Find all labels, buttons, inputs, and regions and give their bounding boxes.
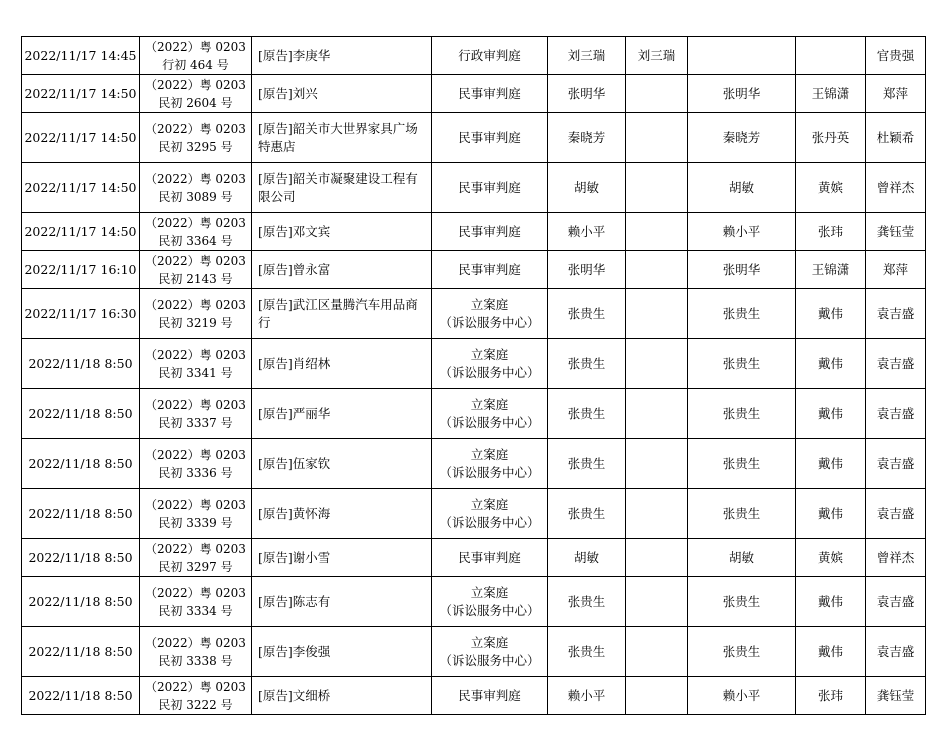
table-row: [22, 439, 926, 489]
court-division: [432, 539, 548, 577]
court-division-line-2: （诉讼服务中心）: [439, 652, 540, 668]
case-number: [140, 627, 252, 677]
table-row: [22, 37, 926, 75]
court-division-line-1: 民事审判庭: [458, 223, 521, 239]
presiding-judge: 赖小平: [548, 213, 626, 251]
panel-member-c: 张玮: [796, 213, 866, 251]
court-division-line-1: 民事审判庭: [458, 261, 521, 277]
table-row: [22, 627, 926, 677]
presiding-judge: 胡敏: [548, 539, 626, 577]
party-name: [原告]邓文宾: [252, 213, 432, 251]
court-division: [432, 677, 548, 715]
case-number-line-2: 民初 3295 号: [158, 139, 233, 154]
party-name: [原告]严丽华: [252, 389, 432, 439]
table-row: [22, 339, 926, 389]
court-division-line-1: 立案庭: [470, 346, 509, 362]
panel-member-c: 戴伟: [796, 439, 866, 489]
case-number-line-2: 民初 3364 号: [158, 233, 233, 248]
case-number-line-1: （2022）粤 0203: [145, 215, 246, 230]
table-row: [22, 389, 926, 439]
presiding-judge: 胡敏: [548, 163, 626, 213]
table-row: [22, 75, 926, 113]
court-division-line-2: （诉讼服务中心）: [439, 514, 540, 530]
court-division-line-2: （诉讼服务中心）: [439, 314, 540, 330]
court-division-line-1: 民事审判庭: [458, 85, 521, 101]
party-name: [原告]武江区量腾汽车用品商行: [252, 289, 432, 339]
court-clerk: 龚钰莹: [866, 677, 926, 715]
court-division-line-2: （诉讼服务中心）: [439, 364, 540, 380]
case-number-line-2: 行初 464 号: [162, 57, 229, 72]
case-number: [140, 75, 252, 113]
hearing-time: 2022/11/18 8:50: [22, 539, 140, 577]
panel-member-a: [626, 75, 688, 113]
panel-member-b: 胡敏: [688, 163, 796, 213]
panel-member-b: 胡敏: [688, 539, 796, 577]
court-division-line-2: （诉讼服务中心）: [439, 414, 540, 430]
court-division: [432, 339, 548, 389]
panel-member-c: 王锦潇: [796, 75, 866, 113]
case-number: [140, 577, 252, 627]
panel-member-a: [626, 213, 688, 251]
panel-member-b: 张贵生: [688, 627, 796, 677]
hearing-time: 2022/11/18 8:50: [22, 489, 140, 539]
panel-member-c: 张丹英: [796, 113, 866, 163]
panel-member-a: [626, 251, 688, 289]
case-number-line-2: 民初 3219 号: [158, 315, 233, 330]
table-row: [22, 577, 926, 627]
panel-member-a: 刘三瑞: [626, 37, 688, 75]
case-number-line-1: （2022）粤 0203: [145, 541, 246, 556]
case-number: [140, 677, 252, 715]
presiding-judge: 秦晓芳: [548, 113, 626, 163]
presiding-judge: 张贵生: [548, 289, 626, 339]
table-row: [22, 677, 926, 715]
party-name: [原告]伍家钦: [252, 439, 432, 489]
case-number: [140, 113, 252, 163]
case-number-line-1: （2022）粤 0203: [145, 497, 246, 512]
panel-member-a: [626, 339, 688, 389]
court-division-line-1: 民事审判庭: [458, 129, 521, 145]
panel-member-a: [626, 577, 688, 627]
panel-member-c: [796, 37, 866, 75]
case-number: [140, 289, 252, 339]
panel-member-b: 张明华: [688, 75, 796, 113]
court-division: [432, 439, 548, 489]
court-division-line-1: 行政审判庭: [458, 47, 521, 63]
case-number-line-1: （2022）粤 0203: [145, 171, 246, 186]
court-division-line-1: 立案庭: [470, 396, 509, 412]
case-number-line-2: 民初 3334 号: [158, 603, 233, 618]
hearing-time: 2022/11/18 8:50: [22, 339, 140, 389]
case-number-line-1: （2022）粤 0203: [145, 297, 246, 312]
case-number-line-1: （2022）粤 0203: [145, 253, 246, 268]
party-name: [原告]李庚华: [252, 37, 432, 75]
panel-member-c: 戴伟: [796, 627, 866, 677]
presiding-judge: 张贵生: [548, 627, 626, 677]
court-division: [432, 489, 548, 539]
panel-member-c: 戴伟: [796, 339, 866, 389]
panel-member-c: 戴伟: [796, 577, 866, 627]
hearing-time: 2022/11/17 14:50: [22, 113, 140, 163]
court-division: [432, 37, 548, 75]
court-clerk: 袁吉盛: [866, 627, 926, 677]
case-number-line-1: （2022）粤 0203: [145, 121, 246, 136]
panel-member-b: 秦晓芳: [688, 113, 796, 163]
hearing-time: 2022/11/17 16:10: [22, 251, 140, 289]
table-row: [22, 163, 926, 213]
case-number: [140, 339, 252, 389]
panel-member-b: 张贵生: [688, 439, 796, 489]
table-row: [22, 289, 926, 339]
panel-member-c: 戴伟: [796, 489, 866, 539]
panel-member-a: [626, 489, 688, 539]
court-division-line-1: 立案庭: [470, 296, 509, 312]
presiding-judge: 张贵生: [548, 439, 626, 489]
hearing-time: 2022/11/18 8:50: [22, 577, 140, 627]
case-number: [140, 213, 252, 251]
case-number-line-2: 民初 3222 号: [158, 697, 233, 712]
case-number: [140, 163, 252, 213]
hearing-time: 2022/11/17 14:50: [22, 163, 140, 213]
panel-member-c: 黄嫔: [796, 163, 866, 213]
case-number: [140, 539, 252, 577]
case-number-line-1: （2022）粤 0203: [145, 585, 246, 600]
case-number-line-2: 民初 3339 号: [158, 515, 233, 530]
case-number-line-2: 民初 3089 号: [158, 189, 233, 204]
hearing-time: 2022/11/18 8:50: [22, 389, 140, 439]
party-name: [原告]韶关市大世界家具广场特惠店: [252, 113, 432, 163]
case-number-line-1: （2022）粤 0203: [145, 397, 246, 412]
panel-member-a: [626, 439, 688, 489]
court-clerk: 袁吉盛: [866, 439, 926, 489]
hearing-schedule-table: [21, 36, 926, 715]
table-row: [22, 213, 926, 251]
panel-member-a: [626, 289, 688, 339]
court-clerk: 曾祥杰: [866, 539, 926, 577]
presiding-judge: 张明华: [548, 75, 626, 113]
court-division-line-1: 民事审判庭: [458, 687, 521, 703]
case-number-line-1: （2022）粤 0203: [145, 635, 246, 650]
panel-member-c: 戴伟: [796, 389, 866, 439]
court-clerk: 杜颖希: [866, 113, 926, 163]
presiding-judge: 张贵生: [548, 489, 626, 539]
case-number-line-1: （2022）粤 0203: [145, 77, 246, 92]
panel-member-b: 张明华: [688, 251, 796, 289]
party-name: [原告]刘兴: [252, 75, 432, 113]
party-name: [原告]曾永富: [252, 251, 432, 289]
court-clerk: 郑萍: [866, 75, 926, 113]
panel-member-c: 黄嫔: [796, 539, 866, 577]
case-number-line-2: 民初 2604 号: [158, 95, 233, 110]
presiding-judge: 张贵生: [548, 577, 626, 627]
court-division: [432, 213, 548, 251]
case-number-line-2: 民初 3337 号: [158, 415, 233, 430]
court-clerk: 袁吉盛: [866, 339, 926, 389]
court-division: [432, 163, 548, 213]
party-name: [原告]黄怀海: [252, 489, 432, 539]
hearing-time: 2022/11/18 8:50: [22, 627, 140, 677]
party-name: [原告]谢小雪: [252, 539, 432, 577]
schedule-body: [22, 37, 926, 715]
presiding-judge: 张贵生: [548, 389, 626, 439]
case-number-line-2: 民初 3338 号: [158, 653, 233, 668]
party-name: [原告]文细桥: [252, 677, 432, 715]
case-number-line-2: 民初 3336 号: [158, 465, 233, 480]
court-division: [432, 113, 548, 163]
party-name: [原告]陈志有: [252, 577, 432, 627]
case-number: [140, 37, 252, 75]
case-number-line-1: （2022）粤 0203: [145, 447, 246, 462]
panel-member-b: 张贵生: [688, 489, 796, 539]
case-number-line-1: （2022）粤 0203: [145, 679, 246, 694]
panel-member-b: 张贵生: [688, 577, 796, 627]
court-division: [432, 289, 548, 339]
panel-member-b: 张贵生: [688, 339, 796, 389]
panel-member-b: 赖小平: [688, 213, 796, 251]
court-clerk: 袁吉盛: [866, 489, 926, 539]
court-clerk: 袁吉盛: [866, 289, 926, 339]
panel-member-a: [626, 389, 688, 439]
case-number-line-1: （2022）粤 0203: [145, 347, 246, 362]
court-clerk: 官贵强: [866, 37, 926, 75]
court-division: [432, 251, 548, 289]
court-division: [432, 627, 548, 677]
table-row: [22, 489, 926, 539]
party-name: [原告]韶关市凝聚建设工程有限公司: [252, 163, 432, 213]
panel-member-b: 张贵生: [688, 289, 796, 339]
case-number-line-2: 民初 2143 号: [158, 271, 233, 286]
court-clerk: 龚钰莹: [866, 213, 926, 251]
table-row: [22, 251, 926, 289]
presiding-judge: 刘三瑞: [548, 37, 626, 75]
panel-member-c: 戴伟: [796, 289, 866, 339]
panel-member-a: [626, 677, 688, 715]
hearing-time: 2022/11/17 14:50: [22, 213, 140, 251]
hearing-time: 2022/11/18 8:50: [22, 439, 140, 489]
panel-member-a: [626, 627, 688, 677]
presiding-judge: 张贵生: [548, 339, 626, 389]
court-division-line-1: 立案庭: [470, 446, 509, 462]
hearing-time: 2022/11/18 8:50: [22, 677, 140, 715]
panel-member-a: [626, 113, 688, 163]
hearing-time: 2022/11/17 16:30: [22, 289, 140, 339]
court-division-line-2: （诉讼服务中心）: [439, 602, 540, 618]
panel-member-c: 王锦潇: [796, 251, 866, 289]
court-division: [432, 577, 548, 627]
presiding-judge: 张明华: [548, 251, 626, 289]
court-division-line-1: 立案庭: [470, 496, 509, 512]
presiding-judge: 赖小平: [548, 677, 626, 715]
panel-member-a: [626, 163, 688, 213]
table-row: [22, 113, 926, 163]
hearing-time: 2022/11/17 14:45: [22, 37, 140, 75]
court-division-line-2: （诉讼服务中心）: [439, 464, 540, 480]
court-clerk: 郑萍: [866, 251, 926, 289]
panel-member-a: [626, 539, 688, 577]
court-division: [432, 389, 548, 439]
court-division-line-1: 民事审判庭: [458, 549, 521, 565]
panel-member-c: 张玮: [796, 677, 866, 715]
table-row: [22, 539, 926, 577]
hearing-time: 2022/11/17 14:50: [22, 75, 140, 113]
case-number-line-2: 民初 3297 号: [158, 559, 233, 574]
panel-member-b: [688, 37, 796, 75]
court-clerk: 曾祥杰: [866, 163, 926, 213]
court-division-line-1: 民事审判庭: [458, 179, 521, 195]
court-clerk: 袁吉盛: [866, 389, 926, 439]
court-division: [432, 75, 548, 113]
panel-member-b: 张贵生: [688, 389, 796, 439]
case-number: [140, 439, 252, 489]
case-number: [140, 389, 252, 439]
case-number: [140, 489, 252, 539]
court-division-line-1: 立案庭: [470, 584, 509, 600]
panel-member-b: 赖小平: [688, 677, 796, 715]
case-number-line-1: （2022）粤 0203: [145, 39, 246, 54]
case-number: [140, 251, 252, 289]
case-number-line-2: 民初 3341 号: [158, 365, 233, 380]
party-name: [原告]李俊强: [252, 627, 432, 677]
court-division-line-1: 立案庭: [470, 634, 509, 650]
court-clerk: 袁吉盛: [866, 577, 926, 627]
party-name: [原告]肖绍林: [252, 339, 432, 389]
